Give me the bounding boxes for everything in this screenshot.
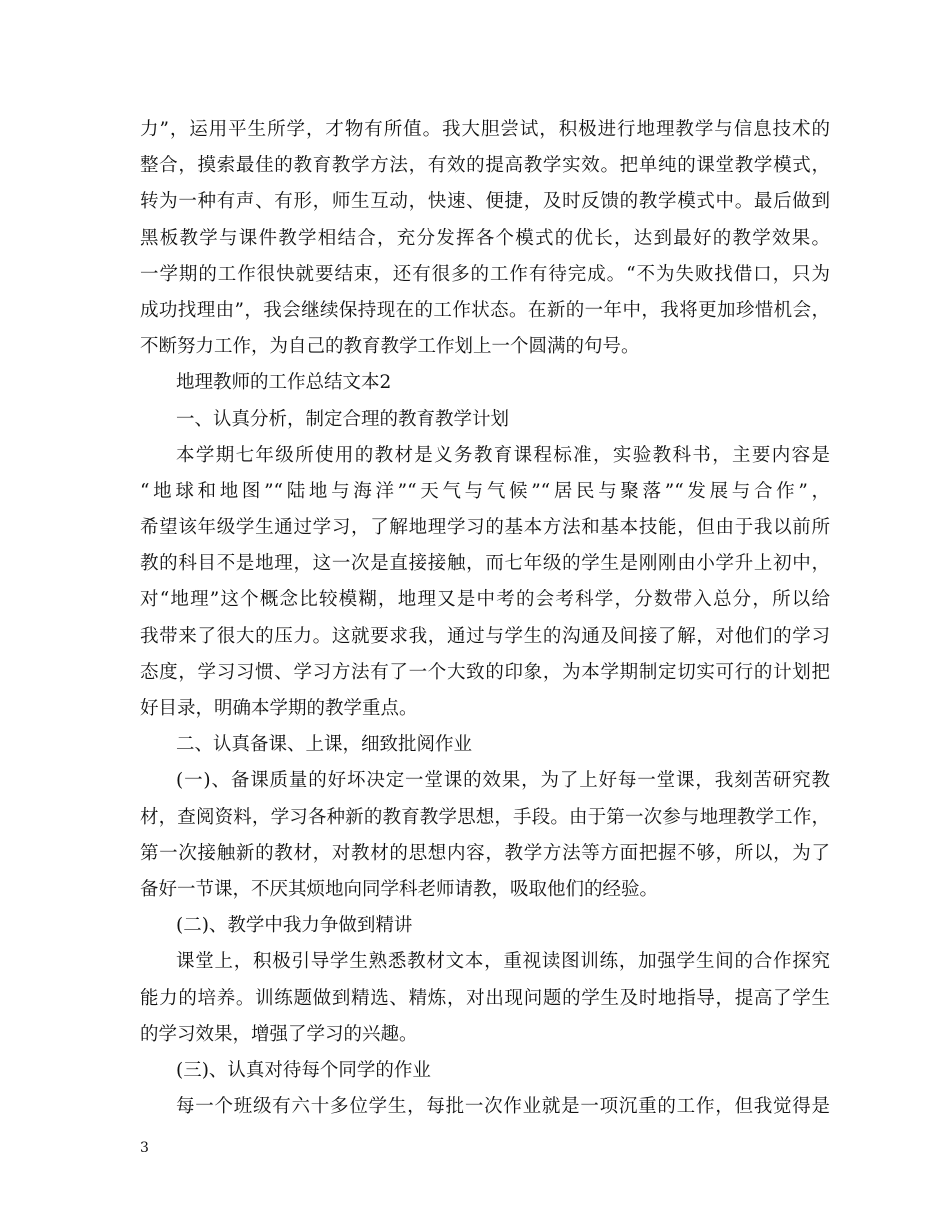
text-line: 一学期的工作很快就要结束，还有很多的工作有待完成。“不为失败找借口，只为 — [140, 263, 830, 285]
text-line: 材，查阅资料，学习各种新的教育教学思想，手段。由于第一次参与地理教学工作， — [140, 806, 830, 828]
text-line: 整合，摸索最佳的教育教学方法，有效的提高教学实效。把单纯的课堂教学模式， — [140, 155, 830, 177]
body-text — [140, 112, 830, 1125]
text-line: 的学习效果，增强了学习的兴趣。 — [140, 1023, 418, 1045]
text-line: 每一个班级有六十多位学生，每批一次作业就是一项沉重的工作，但我觉得是 — [176, 1096, 830, 1118]
text-line: 课堂上，积极引导学生熟悉教材文本，重视读图训练，加强学生间的合作探究 — [176, 951, 830, 973]
text-line: 教的科目不是地理，这一次是直接接触，而七年级的学生是刚刚由小学升上初中， — [140, 553, 830, 575]
text-line: 希望该年级学生通过学习，了解地理学习的基本方法和基本技能，但由于我以前所 — [140, 517, 830, 539]
section-heading: 一、认真分析，制定合理的教育教学计划 — [176, 408, 510, 430]
text-line: 备好一节课，不厌其烦地向同学科老师请教，吸取他们的经验。 — [140, 878, 659, 900]
text-line: “地球和地图”“陆地与海洋”“天气与气候”“居民与聚落”“发展与合作”， — [140, 480, 830, 502]
text-line: 本学期七年级所使用的教材是义务教育课程标准，实验教科书，主要内容是 — [176, 444, 830, 466]
text-line: 好目录，明确本学期的教学重点。 — [140, 698, 418, 719]
text-line: (一)、备课质量的好坏决定一堂课的效果，为了上好每一堂课，我刻苦研究教 — [176, 770, 830, 792]
text-line: 成功找理由”，我会继续保持现在的工作状态。在新的一年中，我将更加珍惜机会， — [140, 299, 830, 321]
text-line: 不断努力工作，为自己的教育教学工作划上一个圆满的句号。 — [140, 336, 640, 358]
subsection-heading: (三)、认真对待每个同学的作业 — [176, 1059, 431, 1081]
text-line: 对“地理”这个概念比较模糊，地理又是中考的会考科学，分数带入总分，所以给 — [140, 589, 830, 611]
text-line: 能力的培养。训练题做到精选、精炼，对出现问题的学生及时地指导，提高了学生 — [140, 987, 830, 1009]
section-heading: 二、认真备课、上课，细致批阅作业 — [176, 734, 473, 756]
page-number: 3 — [140, 1140, 149, 1156]
text-line: 第一次接触新的教材，对教材的思想内容，教学方法等方面把握不够，所以，为了 — [140, 842, 830, 864]
text-line: 态度，学习习惯、学习方法有了一个大致的印象，为本学期制定切实可行的计划把 — [140, 661, 830, 683]
text-line: 黑板教学与课件教学相结合，充分发挥各个模式的优长，达到最好的教学效果。 — [140, 227, 830, 249]
text-line: 转为一种有声、有形，师生互动，快速、便捷，及时反馈的教学模式中。最后做到 — [140, 191, 830, 213]
text-line: 我带来了很大的压力。这就要求我，通过与学生的沟通及间接了解，对他们的学习 — [140, 625, 830, 647]
subsection-heading: (二)、教学中我力争做到精讲 — [176, 915, 413, 937]
text-line: 力”，运用平生所学，才物有所值。我大胆尝试，积极进行地理教学与信息技术的 — [140, 119, 830, 140]
section-title: 地理教师的工作总结文本2 — [176, 372, 392, 394]
